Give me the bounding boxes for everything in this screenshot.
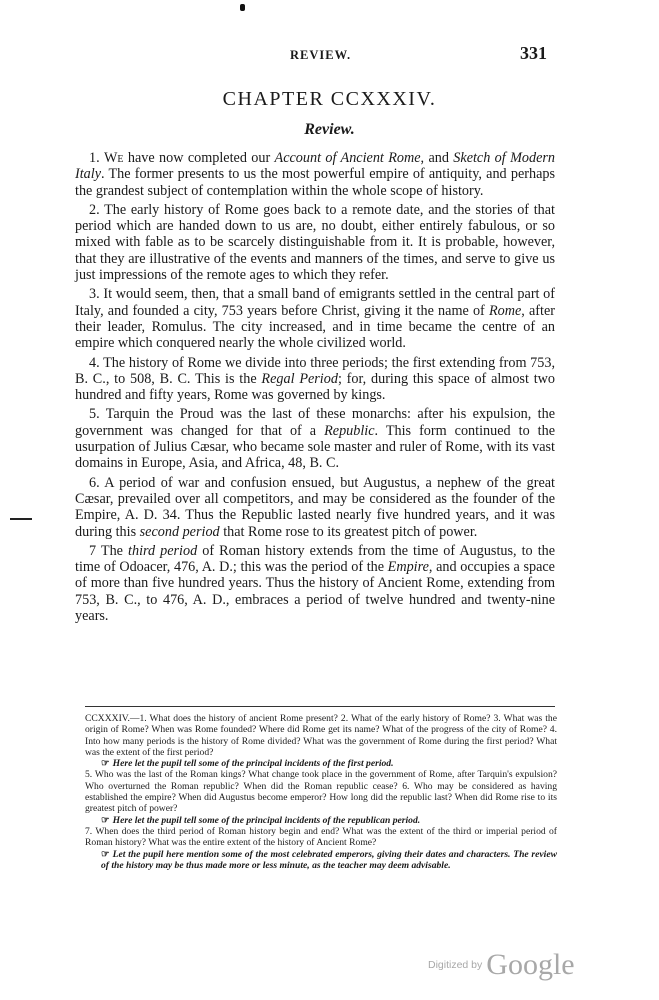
text-run: have now completed our xyxy=(123,150,275,166)
paragraph-number: 6. xyxy=(89,474,100,491)
italic-phrase: Account of Ancient Rome xyxy=(274,150,421,166)
text-run: of Roman history extends from the time of Augustus, to the time of Odoacer, 476, A. D.; this was the period of the xyxy=(75,542,556,576)
google-logo: Google xyxy=(486,948,575,981)
pointing-hand-icon: ☞ xyxy=(101,814,110,826)
chapter-body xyxy=(75,150,555,627)
text-run: . The former presents to us the most powerful empire of antiquity, and perhaps the grandest subject of contemplation within the whole scope of history. xyxy=(75,166,555,199)
italic-phrase: Republic xyxy=(324,422,375,439)
chapter-title: CHAPTER CCXXXIV. xyxy=(222,88,437,110)
paragraph-number: 3. xyxy=(89,286,100,303)
text-run: The xyxy=(100,542,129,559)
margin-mark xyxy=(10,518,32,520)
paragraph-number: 2. xyxy=(89,201,100,218)
footnote-rule xyxy=(85,706,555,707)
paragraph xyxy=(75,543,555,624)
pupil-instruction-text: Here let the pupil tell some of the principal incidents of the republican period. xyxy=(112,814,421,826)
paragraph-number: 4. xyxy=(89,354,100,371)
text-run: , and xyxy=(420,150,454,166)
digitization-watermark xyxy=(428,948,575,982)
italic-phrase: Empire xyxy=(387,559,429,576)
pupil-instruction-3 xyxy=(85,849,557,872)
text-run: that Rome rose to its greatest pitch of power. xyxy=(219,523,478,540)
ink-speck xyxy=(240,4,245,11)
italic-phrase: Sketch of Modern Italy xyxy=(75,150,555,183)
text-run: ; for, during this space of almost two hundred and fifty years, Rome was governed by kings. xyxy=(75,370,555,404)
text-run: . This form continued to the usurpation of Julius Cæsar, who became sole master and ruler of Rome, with its vast domains in Europe, Asia, and Africa, 48, B. C. xyxy=(75,422,556,472)
text-run: The early history of Rome goes back to a remote date, and the stories of that period which are handed down to us are, no doubt, either entirely fabulous, or so mixed with fable as to be scarcely distinguishable from it. It is probable, however, that they are illustrative of the events and manners of the times, and serve to give us just impressions of the remote ages to which they refer. xyxy=(75,201,555,284)
pupil-instruction-1 xyxy=(85,758,557,769)
pupil-instruction-text: Here let the pupil tell some of the principal incidents of the first period. xyxy=(112,758,394,770)
text-run: It would seem, then, that a small band of emigrants settled in the central part of Italy, and founded a city, 753 years before Christ, giving it the name of xyxy=(75,286,555,319)
text-run: A period of war and confusion ensued, but Augustus, a nephew of the great Cæsar, prevailed over all competitors, and may be considered as the founder of the Empire, A. D. 34. Thus the Republic lasted nearly five hundred years, and it was during this xyxy=(75,474,555,540)
question-group-1: CCXXXIV.—1. What does the history of ancient Rome present? 2. What of the early history of Rome? 3. What was the origin of Rome? When was Rome founded? Where did Rome get its name? What of the progress of the city of Rome? 4. Into how many periods is the history of Rome divided? What was the government of Rome during the first period? What was the extent of the first period? xyxy=(85,713,557,758)
italic-phrase: second period xyxy=(139,523,220,540)
text-run: Tarquin the Proud was the last of these monarchs: after his expulsion, the government was changed for that of a xyxy=(75,406,555,439)
text-run: , and occupies a space of more than five hundred years. Thus the history of Ancient Rome, extending from 753, B. C., to 476, A. D., embraces a period of twelve hundred and twenty-nine years. xyxy=(75,559,555,625)
paragraph xyxy=(75,286,555,351)
watermark-prefix: Digitized by xyxy=(428,959,483,971)
paragraph xyxy=(75,150,555,199)
italic-phrase: Rome xyxy=(488,302,522,319)
question-group-2: 5. Who was the last of the Roman kings? What change took place in the government of Rome, after Tarquin's expulsion? Who overturned the Roman republic? When did the Roman republic cease? 6. Who may be considered as having established the empire? When did Augustus become emperor? How long did the republic last? When did Rome rise to its greatest pitch of power? xyxy=(85,769,557,815)
paragraph xyxy=(75,202,555,283)
paragraph-number: 1. xyxy=(89,150,100,166)
review-questions xyxy=(85,713,557,871)
running-head: REVIEW. xyxy=(290,48,352,62)
paragraph xyxy=(75,355,555,404)
paragraph-number: 7 xyxy=(89,542,97,559)
pupil-instruction-text: Let the pupil here mention some of the most celebrated emperors, giving their dates and characters. The review of the history may be thus made more or less minute, as the teacher may deem advisable. xyxy=(101,848,557,871)
question-group-3: 7. When does the third period of Roman history begin and end? What was the extent of the third or imperial period of Roman history? What was the entire extent of the history of Ancient Rome? xyxy=(85,825,557,849)
paragraph-number: 5. xyxy=(89,406,100,423)
page-number: 331 xyxy=(520,43,547,63)
italic-phrase: third period xyxy=(128,542,198,559)
text-run: We xyxy=(104,150,124,166)
paragraph xyxy=(75,406,555,471)
chapter-subtitle: Review. xyxy=(304,121,355,138)
text-run: The history of Rome we divide into three periods; the first extending from 753, B. C., to 508, B. C. This is the xyxy=(75,354,555,387)
pointing-hand-icon: ☞ xyxy=(101,848,110,860)
pupil-instruction-2 xyxy=(85,815,557,826)
text-run: , after their leader, Romulus. The city increased, and in time became the centre of an empire which conquered nearly the whole civilized world. xyxy=(75,302,555,352)
italic-phrase: Regal Period xyxy=(261,370,338,387)
pointing-hand-icon: ☞ xyxy=(101,758,110,770)
paragraph xyxy=(75,475,555,540)
